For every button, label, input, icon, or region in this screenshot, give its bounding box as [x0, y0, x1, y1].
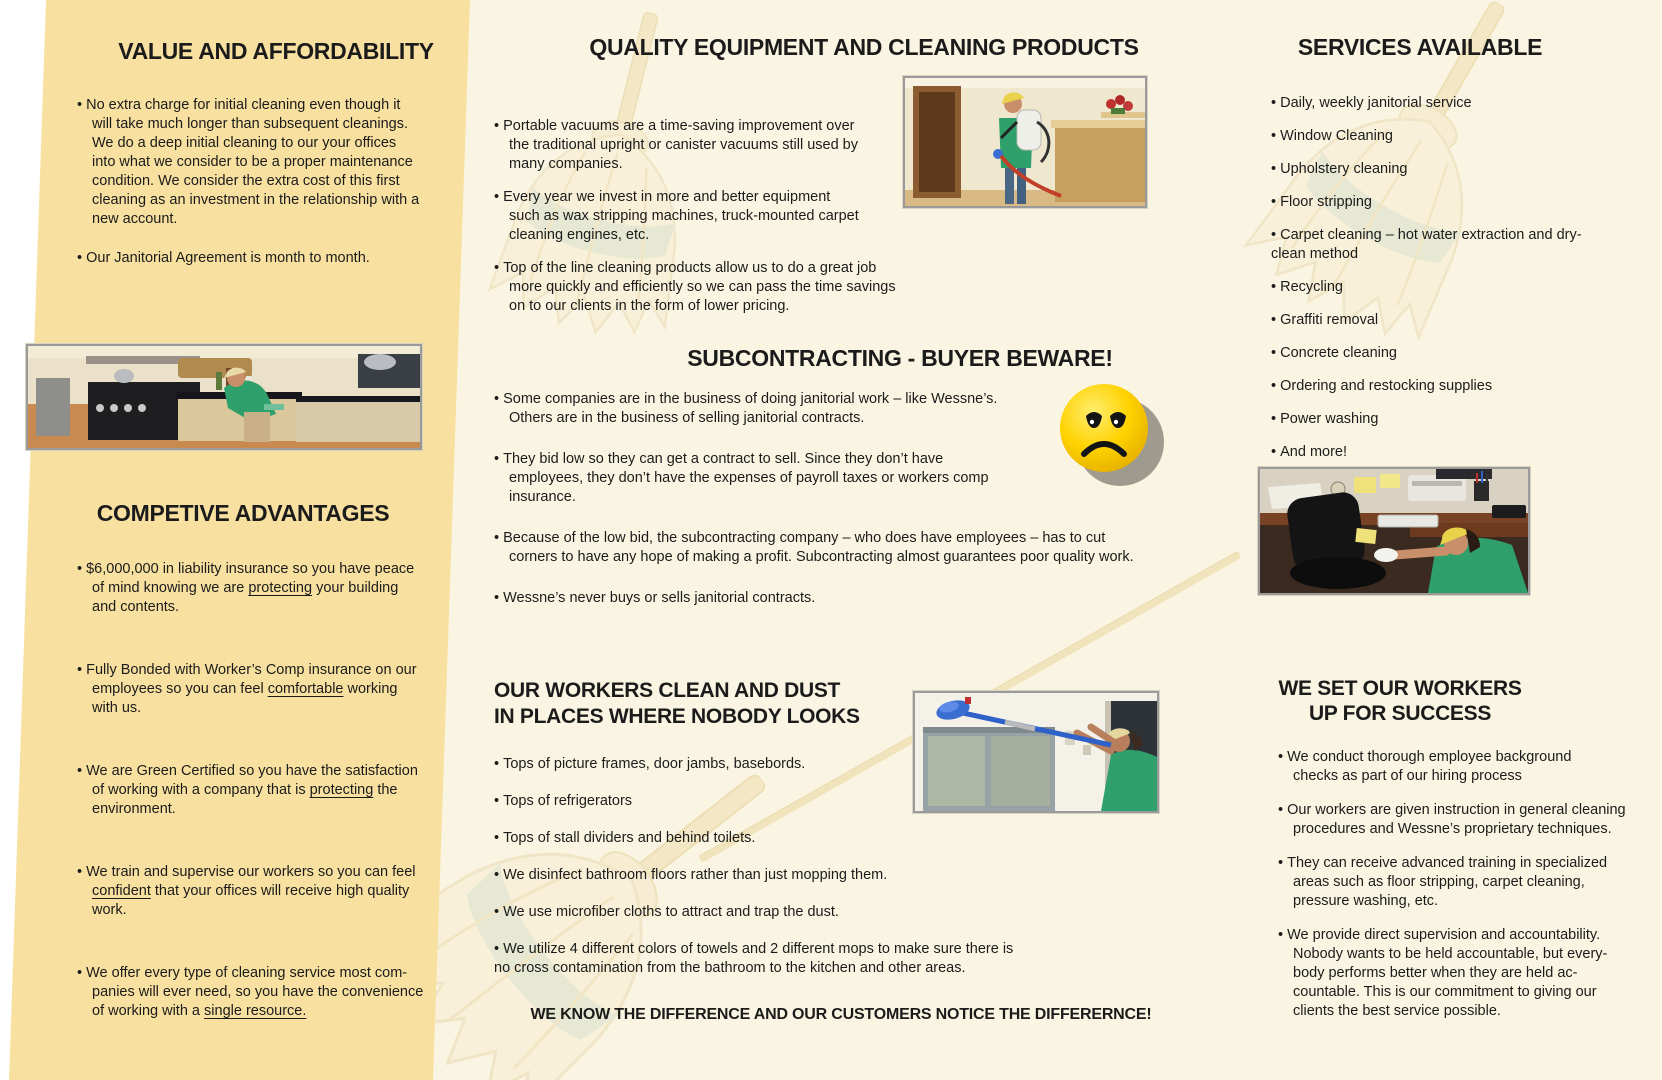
section-title-subcontracting: SUBCONTRACTING - BUYER BEWARE!	[687, 345, 1113, 371]
bullet-item: • And more!	[1271, 444, 1348, 460]
section-title-competive-advantages: COMPETIVE ADVANTAGES	[96, 500, 390, 526]
bullet-item: • We use microfiber cloths to attract and trap the dust.	[494, 904, 839, 920]
title-line: WE SET OUR WORKERS	[1278, 677, 1522, 700]
photo-backpack-vacuum	[903, 76, 1147, 208]
bullet-item: • We conduct thorough employee background checks as part of our hiring process	[1278, 749, 1572, 784]
bullet-item: • We are Green Certified so you have the satisfaction of working with a company that is protecting the environment.	[77, 763, 418, 817]
section-title-clean-and-dust	[494, 678, 964, 730]
bullet-item: • Tops of picture frames, door jambs, basebords.	[494, 756, 806, 772]
photo-desk-cleaning	[1258, 467, 1530, 595]
equipment-bullet-list	[494, 117, 949, 330]
services-list	[1271, 94, 1621, 476]
section-title-value-affordability: VALUE AND AFFORDABILITY	[118, 38, 434, 64]
bullet-item: • Window Cleaning	[1271, 128, 1393, 144]
title-line: IN PLACES WHERE NOBODY LOOKS	[494, 705, 860, 728]
bullet-item: • Tops of stall dividers and behind toilets.	[494, 830, 756, 846]
bullet-item: • Top of the line cleaning products allow us to do a great job more quickly and efficiently so we can pass the time savings on to our clients in the form of lower pricing.	[494, 260, 896, 314]
bullet-item: • Every year we invest in more and better equipment such as wax stripping machines, truck-mounted carpet cleaning engines, etc.	[494, 189, 859, 243]
success-bullet-list	[1278, 748, 1662, 1036]
bullet-item: • Our Janitorial Agreement is month to month.	[77, 250, 370, 266]
section-title-workers-success	[1180, 676, 1620, 726]
advantages-bullet-list	[77, 560, 469, 1065]
bullet-item: • We train and supervise our workers so you can feel confident that your offices will receive high quality work.	[77, 864, 416, 918]
section-title-quality-equipment: QUALITY EQUIPMENT AND CLEANING PRODUCTS	[589, 34, 1139, 60]
title-line: OUR WORKERS CLEAN AND DUST	[494, 679, 841, 702]
bullet-item: • Our workers are given instruction in general cleaning procedures and Wessne’s proprietary techniques.	[1278, 802, 1626, 837]
bullet-item: • Upholstery cleaning	[1271, 161, 1408, 177]
bullet-item: • Graffiti removal	[1271, 312, 1379, 328]
bullet-item: • Wessne’s never buys or sells janitorial contracts.	[494, 590, 816, 606]
bullet-item: • Carpet cleaning – hot water extraction and dry- clean method	[1271, 227, 1582, 262]
section-title-services-available: SERVICES AVAILABLE	[1297, 34, 1543, 60]
bullet-item: • Because of the low bid, the subcontracting company – who does have employees – has to cut corners to have any hope of making a profit. Subcontracting almost guarantees poor quality work.	[494, 530, 1134, 565]
bullet-item: • Floor stripping	[1271, 194, 1372, 210]
bullet-item: • No extra charge for initial cleaning even though it will take much longer than subsequent cleanings. We do a deep initial cleaning to our your offices into what we consider to be a proper maintenance condition. We consider the extra cost of this first cleaning as an investment in the relationship with a new account.	[77, 97, 420, 227]
bullet-item: • Portable vacuums are a time-saving improvement over the traditional upright or canister vacuums still used by many companies.	[494, 118, 858, 172]
title-line: UP FOR SUCCESS	[1308, 702, 1492, 725]
closing-statement: WE KNOW THE DIFFERENCE AND OUR CUSTOMERS NOTICE THE DIFFERERNCE!	[530, 1006, 1152, 1023]
photo-high-dusting	[913, 691, 1159, 813]
bullet-item: • We provide direct supervision and accountability. Nobody wants to be held accountable, but every- body performs better when they are held ac- countable. This is our commitment to giving our clients the best service possible.	[1278, 927, 1608, 1019]
bullet-item: • They can receive advanced training in specialized areas such as floor stripping, carpet cleaning, pressure washing, etc.	[1278, 855, 1608, 909]
photo-kitchen-cleaning	[26, 344, 422, 450]
value-bullet-list	[77, 96, 469, 288]
bullet-item: • Daily, weekly janitorial service	[1271, 95, 1472, 111]
bullet-item: • Concrete cleaning	[1271, 345, 1397, 361]
bullet-item: • Tops of refrigerators	[494, 793, 633, 809]
bullet-item: • $6,000,000 in liability insurance so you have peace of mind knowing we are protecting your building and contents.	[77, 561, 415, 615]
bullet-item: • Recycling	[1271, 279, 1343, 295]
bullet-item: • Some companies are in the business of doing janitorial work – like Wessne’s. Others are in the business of selling janitorial contracts.	[494, 391, 998, 426]
bullet-item: • They bid low so they can get a contract to sell. Since they don’t have employees, they don’t have the expenses of payroll taxes or workers comp insurance.	[494, 451, 989, 505]
bullet-item: • We disinfect bathroom floors rather than just mopping them.	[494, 867, 888, 883]
bullet-item: • Ordering and restocking supplies	[1271, 378, 1493, 394]
bullet-item: • Power washing	[1271, 411, 1379, 427]
sad-face-icon	[1052, 378, 1172, 494]
bullet-item: • We offer every type of cleaning service most com- panies will ever need, so you have the convenience of working with a single resource.	[77, 965, 424, 1019]
bullet-item: • We utilize 4 different colors of towels and 2 different mops to make sure there is no cross contamination from the bathroom to the kitchen and other areas.	[494, 941, 1014, 976]
bullet-item: • Fully Bonded with Worker’s Comp insurance on our employees so you can feel comfortable working with us.	[77, 662, 417, 716]
